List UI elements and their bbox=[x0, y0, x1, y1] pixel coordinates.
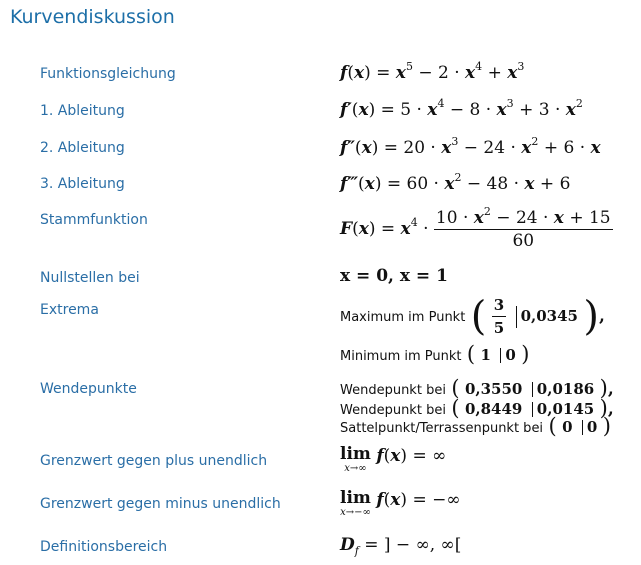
value-grenzwert-plus: lim x→∞ f(x) = ∞ bbox=[340, 444, 447, 474]
value-stammfunktion: $F(x) = x^4$ · $\frac{10 \cdot x^2 - 24 \cdot x + 15}{60}$ bbox=[340, 205, 611, 251]
label-ableitung-2: 2. Ableitung bbox=[40, 140, 125, 156]
label-wendepunkte: Wendepunkte bbox=[40, 381, 137, 397]
value-extrema-min: Minimum im Punkt ( 1 0 ) bbox=[340, 342, 530, 366]
value-wendepunkt-2: Wendepunkt bei ( 0,8449 0,0145 ), bbox=[340, 396, 614, 420]
label-grenzwert-minus: Grenzwert gegen minus unendlich bbox=[40, 496, 281, 512]
value-definitionsbereich: $D_f$ = ] − ∞, ∞[ bbox=[340, 535, 462, 558]
label-stammfunktion: Stammfunktion bbox=[40, 212, 148, 228]
value-sattelpunkt: Sattelpunkt/Terrassenpunkt bei ( 0 0 ) bbox=[340, 414, 611, 438]
label-funktionsgleichung: Funktionsgleichung bbox=[40, 66, 176, 82]
label-nullstellen: Nullstellen bei bbox=[40, 270, 140, 286]
label-definitionsbereich: Definitionsbereich bbox=[40, 539, 168, 555]
value-extrema-max: Maximum im Punkt ( $\frac{3}{5}$ 0,0345 ), bbox=[340, 293, 605, 340]
value-nullstellen: x = 0, x = 1 bbox=[340, 266, 448, 286]
value-funktionsgleichung: $f(x) = x^5 - 2 \cdot x^4 + x^3$ bbox=[340, 60, 525, 83]
value-ableitung-3: f‴(x) = $60 \cdot x^2 - 48 \cdot x + 6$ bbox=[340, 171, 571, 194]
page-title: Kurvendiskussion bbox=[10, 6, 175, 28]
value-wendepunkt-1: Wendepunkt bei ( 0,3550 0,0186 ), bbox=[340, 376, 614, 400]
label-extrema: Extrema bbox=[40, 302, 99, 318]
label-grenzwert-plus: Grenzwert gegen plus unendlich bbox=[40, 453, 268, 469]
value-ableitung-1: $f'(x) = 5 \cdot x^4 - 8 \cdot x^3 + 3 \cdot x^2$ bbox=[340, 97, 583, 120]
label-ableitung-1: 1. Ableitung bbox=[40, 103, 125, 119]
value-ableitung-2: $f''(x) = 20 \cdot x^3 - 24 \cdot x^2 + 6 \cdot x$ bbox=[340, 135, 601, 158]
value-grenzwert-minus: lim x→−∞ f(x) = −∞ bbox=[340, 488, 461, 518]
label-ableitung-3: 3. Ableitung bbox=[40, 176, 125, 192]
